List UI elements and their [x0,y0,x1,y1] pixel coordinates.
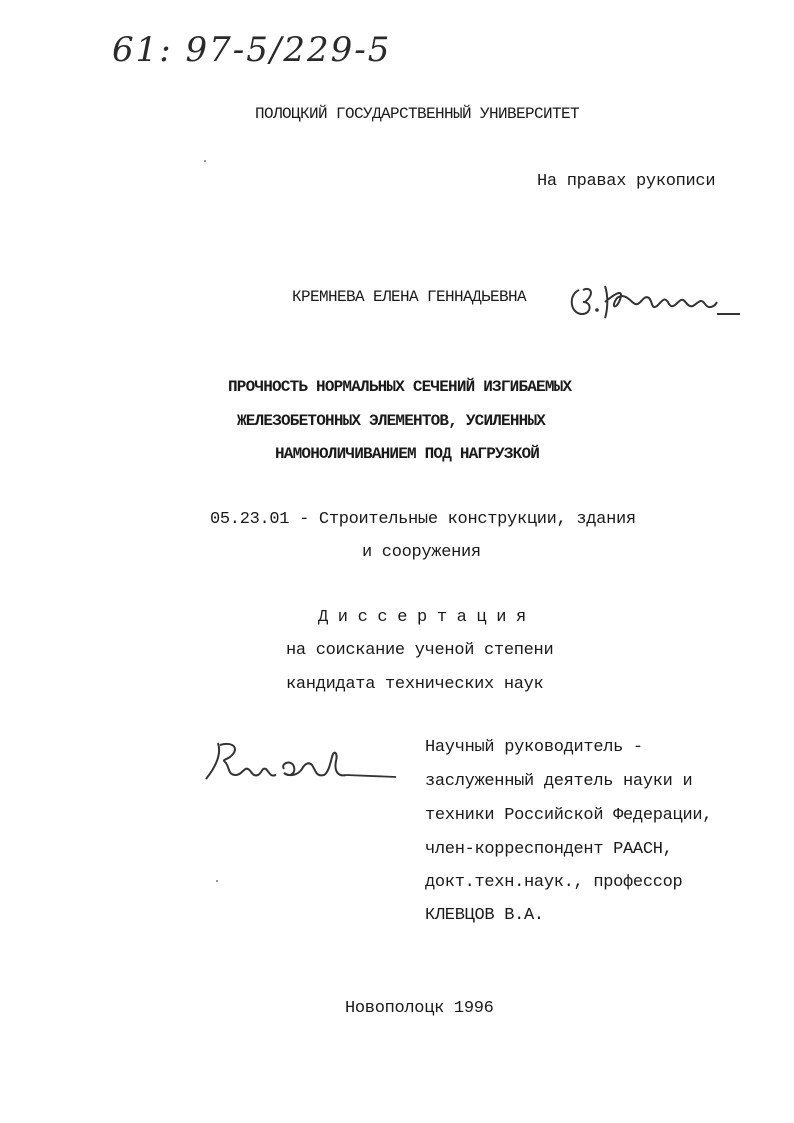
rights-note: На правах рукописи [537,172,716,191]
supervisor-line-3: техники Российской Федерации, [425,806,713,825]
author-name: КРЕМНЕВА ЕЛЕНА ГЕННАДЬЕВНА [292,288,527,306]
degree-line-1: на соискание ученой степени [286,641,554,660]
specialty-line-1: 05.23.01 - Строительные конструкции, здания [210,510,636,529]
scan-speck [216,880,218,882]
specialty-line-2: и сооружения [362,543,481,562]
dissertation-title-line-1: ПРОЧНОСТЬ НОРМАЛЬНЫХ СЕЧЕНИЙ ИЗГИБАЕМЫХ [228,378,572,396]
place-year: Новополоцк 1996 [345,999,494,1018]
archive-number-handwritten: 61: 97-5/229-5 [112,30,392,70]
supervisor-line-2: заслуженный деятель науки и [425,772,693,791]
work-type: Д и с с е р т а ц и я [318,608,526,627]
degree-line-2: кандидата технических наук [286,675,544,694]
scan-speck [204,160,206,162]
author-signature [565,272,745,332]
supervisor-line-4: член-корреспондент РААСН, [425,840,673,859]
supervisor-signature [200,735,400,795]
dissertation-title-line-3: НАМОНОЛИЧИВАНИЕМ ПОД НАГРУЗКОЙ [275,445,540,463]
supervisor-line-6: КЛЕВЦОВ В.А. [425,906,544,925]
dissertation-title-line-2: ЖЕЛЕЗОБЕТОННЫХ ЭЛЕМЕНТОВ, УСИЛЕННЫХ [237,412,546,430]
supervisor-line-1: Научный руководитель - [425,738,643,757]
supervisor-line-5: докт.техн.наук., профессор [425,873,683,892]
university-name: ПОЛОЦКИЙ ГОСУДАРСТВЕННЫЙ УНИВЕРСИТЕТ [254,105,580,123]
